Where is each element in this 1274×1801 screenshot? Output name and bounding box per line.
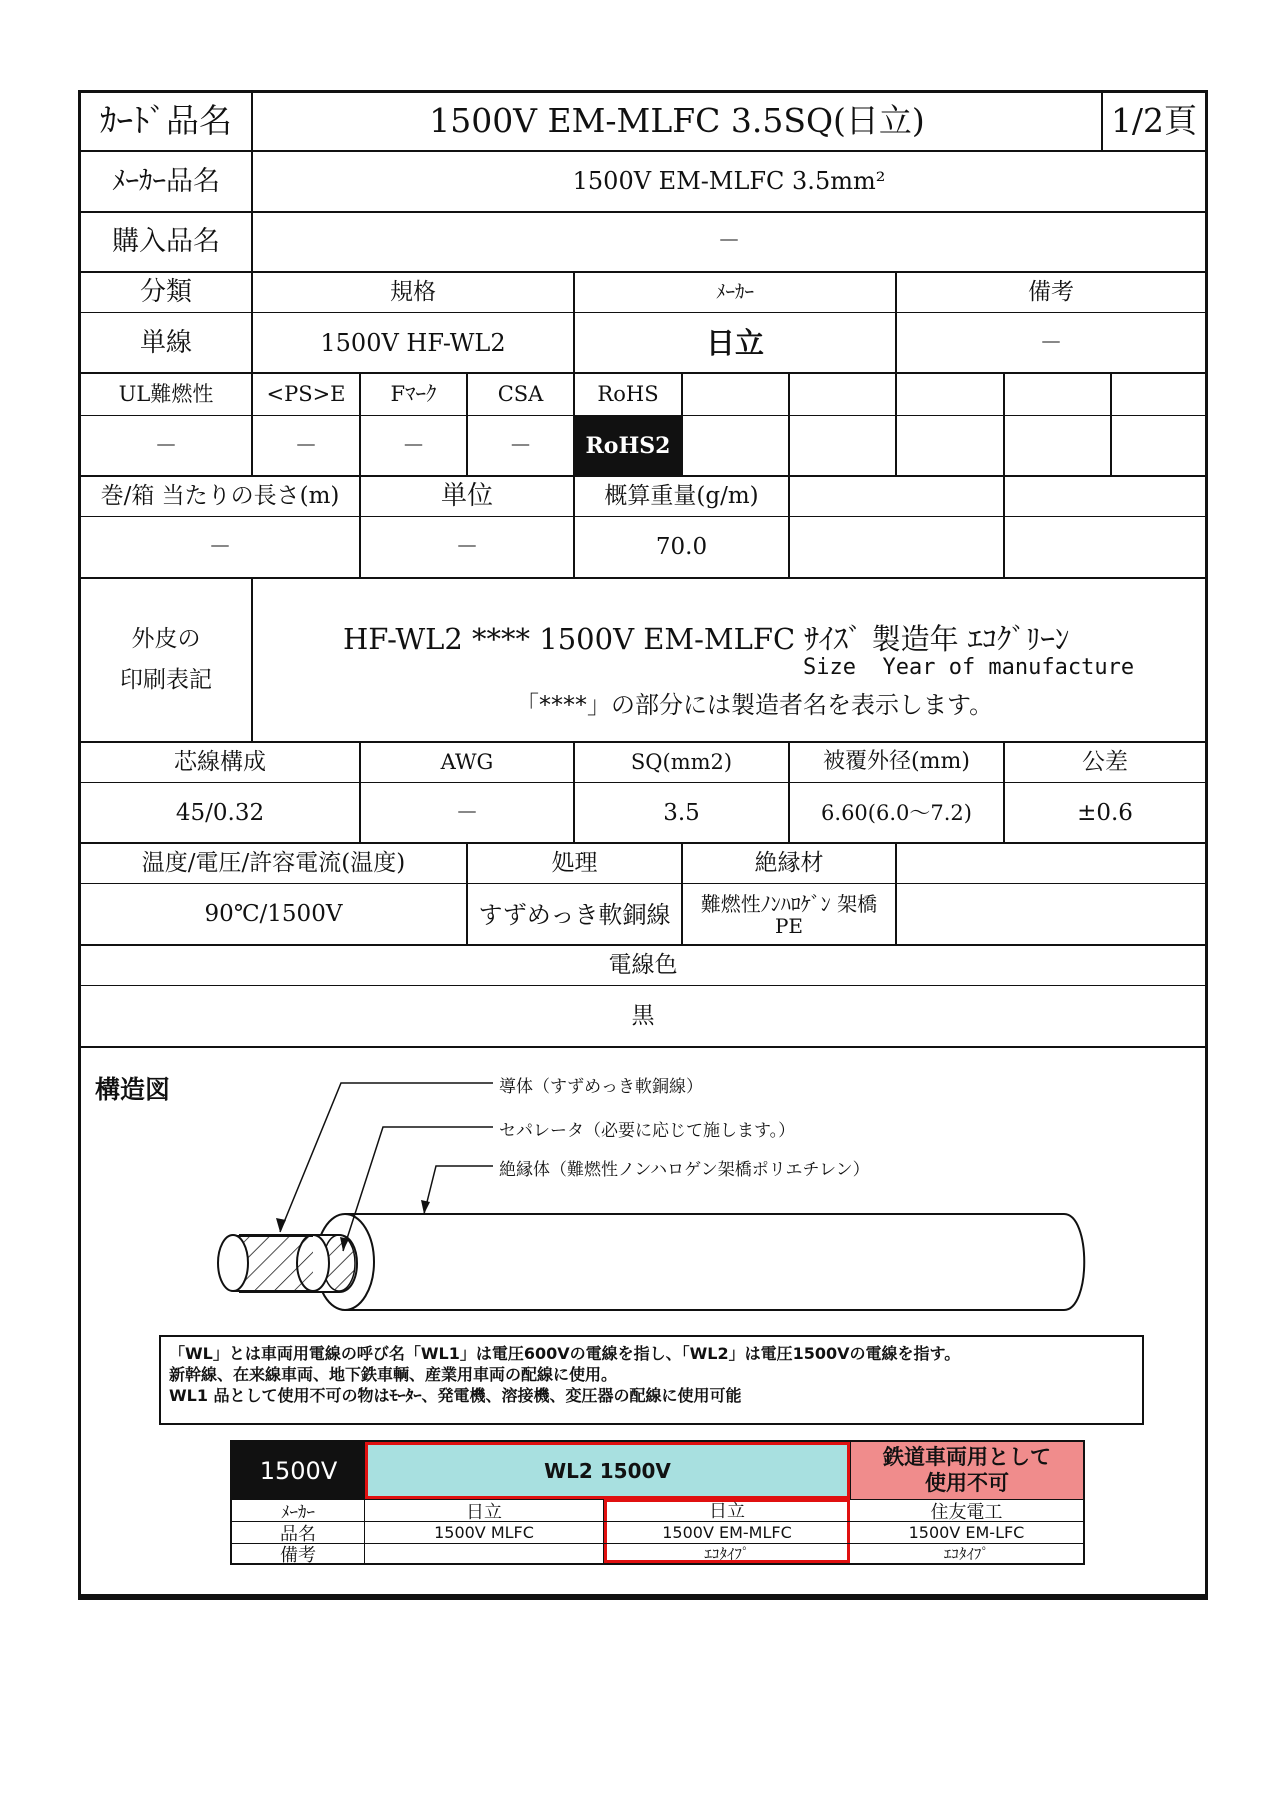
pack-value-3: [790, 517, 1005, 579]
structure-title: 構造図: [95, 1075, 171, 1104]
cert-header-4: RoHS: [575, 374, 683, 415]
classification-header: [81, 273, 1205, 313]
pack-header-1: 単位: [361, 477, 575, 516]
wl-note-box: [159, 1335, 1144, 1425]
cmp-col3-maker: 住友電工: [850, 1499, 1083, 1521]
purchase-name-value: －: [717, 228, 741, 255]
rating-header-3: [897, 844, 1205, 883]
pack-value-2: 70.0: [575, 517, 790, 579]
cmp-col2-maker: 日立: [709, 1501, 745, 1522]
class-header-3: 備考: [1028, 278, 1074, 305]
cert-value-5: [683, 416, 790, 477]
cond-header-4: 公差: [1082, 748, 1128, 775]
rating-value-0: 90℃/1500V: [81, 884, 468, 946]
cert-header-7: [897, 374, 1005, 415]
rating-value-2: 難燃性ﾉﾝﾊﾛｹﾞﾝ 架橋PE: [683, 884, 897, 946]
class-value-1: 1500V HF-WL2: [253, 313, 575, 374]
rating-value-1: すずめっき軟銅線: [468, 884, 683, 946]
cert-header-3: CSA: [468, 374, 575, 415]
label-conductor: 導体（すずめっき軟銅線）: [499, 1077, 703, 1097]
cert-value-0: －: [81, 416, 253, 477]
cmp-row-label-note: 備考: [232, 1543, 365, 1563]
cond-value-2: 3.5: [575, 783, 790, 844]
pack-value-4: [1005, 517, 1205, 579]
cert-value-1: －: [253, 416, 361, 477]
cert-value-6: [790, 416, 897, 477]
cmp-col3-note: ｴｺﾀｲﾌﾟ: [850, 1543, 1083, 1563]
wire-color-header-wrap: [81, 946, 1205, 986]
printing-row: [81, 579, 1205, 743]
pack-value-1: －: [361, 517, 575, 579]
maker-name-row: [81, 152, 1205, 213]
rohs-badge: RoHS2: [575, 416, 683, 477]
cond-value-4: ±0.6: [1077, 799, 1133, 826]
cert-values: [81, 416, 1205, 477]
card-name-label: ｶｰﾄﾞ品名: [81, 93, 253, 150]
note-line-2: 新幹線、在来線車両、地下鉄車輌、産業用車両の配線に使用。: [169, 1365, 618, 1384]
packaging-row: [81, 477, 1205, 579]
label-separator: セパレータ（必要に応じて施します。）: [499, 1121, 796, 1141]
sheet-bottom-rule: [78, 1597, 1208, 1600]
certifications-row: [81, 374, 1205, 477]
rating-header-1: 処理: [468, 844, 683, 883]
cert-header-0: UL難燃性: [81, 374, 253, 415]
cmp-col2-name: 1500V EM-MLFC: [604, 1521, 850, 1543]
cond-value-3: 6.60(6.0～7.2): [790, 783, 1005, 844]
cond-value-1: －: [361, 783, 575, 844]
print-line-3: 「****」の部分には製造者名を表示します。: [515, 691, 994, 719]
cond-value-0: 45/0.32: [81, 783, 361, 844]
cmp-voltage: 1500V: [232, 1442, 365, 1499]
card-name-value: 1500V EM-MLFC 3.5SQ(日立): [253, 93, 1103, 150]
maker-name-label: ﾒｰｶｰ品名: [81, 152, 253, 211]
ratings-header: [81, 844, 1205, 884]
packaging-header: [81, 477, 1205, 517]
printing-content: [253, 579, 1205, 741]
printing-label-line2: 印刷表記: [120, 667, 212, 693]
cert-header-8: [1005, 374, 1112, 415]
structure-section: [81, 1048, 1205, 1594]
packaging-values: [81, 517, 1205, 579]
classification-values: [81, 313, 1205, 374]
pack-header-0: 巻/箱 当たりの長さ(m): [81, 477, 361, 516]
wire-color-header: 電線色: [608, 951, 678, 978]
maker-name-value: 1500V EM-MLFC 3.5mm²: [572, 167, 886, 196]
class-value-2: 日立: [575, 313, 897, 374]
note-line-1: 「WL」とは車両用電線の呼び名「WL1」は電圧600Vの電線を指し、「WL2」は電圧1500Vの電線を指す。: [169, 1344, 961, 1363]
pack-header-3: [790, 477, 1005, 516]
cert-value-3: －: [468, 416, 575, 477]
pack-header-4: [1005, 477, 1205, 516]
conductor-header: [81, 743, 1205, 783]
purchase-name-label: 購入品名: [81, 213, 253, 271]
rating-header-2: 絶縁材: [683, 844, 897, 883]
cert-header-5: [683, 374, 790, 415]
class-header-2: ﾒｰｶｰ: [575, 273, 897, 312]
cmp-col1-note: [365, 1543, 604, 1563]
cmp-grade: WL2 1500V: [365, 1442, 850, 1499]
cmp-row-label-maker: ﾒｰｶｰ: [232, 1499, 365, 1521]
cmp-warning: 鉄道車両用として使用不可: [850, 1442, 1083, 1499]
cond-header-0: 芯線構成: [81, 743, 361, 782]
ratings-values: [81, 884, 1205, 946]
cond-header-2: SQ(mm2): [575, 743, 790, 782]
cert-value-7: [897, 416, 1005, 477]
ratings-row: [81, 844, 1205, 946]
class-value-0: 単線: [81, 313, 253, 374]
cert-value-9: [1112, 416, 1205, 477]
comparison-table: [230, 1440, 1085, 1565]
spec-sheet: [78, 90, 1208, 1597]
cmp-col1-name: 1500V MLFC: [365, 1521, 604, 1543]
wire-color-value: 黒: [631, 1003, 655, 1030]
cert-header-9: [1112, 374, 1205, 415]
class-value-3: －: [1039, 329, 1063, 356]
purchase-name-row: [81, 213, 1205, 273]
cert-header-6: [790, 374, 897, 415]
cmp-col2-note: ｴｺﾀｲﾌﾟ: [604, 1543, 850, 1563]
class-header-1: 規格: [253, 273, 575, 312]
pack-header-2: 概算重量(g/m): [575, 477, 790, 516]
cert-value-2: －: [361, 416, 468, 477]
cert-header-2: Fﾏｰｸ: [361, 374, 468, 415]
printing-label: [81, 579, 253, 741]
card-name-row: [81, 93, 1205, 152]
note-line-3: WL1 品として使用不可の物はﾓｰﾀｰ、発電機、溶接機、変圧器の配線に使用可能: [169, 1386, 742, 1405]
insulation-jacket: [345, 1214, 1084, 1310]
cert-header-1: <PS>E: [253, 374, 361, 415]
printing-label-line1: 外皮の: [131, 625, 201, 652]
conductor-row: [81, 743, 1205, 844]
cert-header: [81, 374, 1205, 416]
classification-row: [81, 273, 1205, 374]
pack-value-0: －: [81, 517, 361, 579]
cmp-col1-maker: 日立: [365, 1499, 604, 1521]
conductor-values: [81, 783, 1205, 844]
cmp-row-label-name: 品名: [232, 1521, 365, 1543]
page-number: 1/2頁: [1110, 101, 1198, 141]
print-line-2: Size Year of manufacture: [803, 655, 1135, 680]
print-line-1: HF-WL2 **** 1500V EM-MLFC ｻｲｽﾞ 製造年 ｴｺｸﾞﾘｰﾝ: [343, 622, 1070, 656]
cond-header-1: AWG: [361, 743, 575, 782]
conductor-end: [218, 1235, 248, 1291]
rating-header-0: 温度/電圧/許容電流(温度): [81, 844, 468, 883]
wire-color-value-wrap: [81, 986, 1205, 1048]
cond-header-3: 被覆外径(mm): [790, 743, 1005, 782]
rating-value-3: [897, 884, 1205, 946]
cmp-col3-name: 1500V EM-LFC: [850, 1521, 1083, 1543]
class-header-0: 分類: [81, 273, 253, 312]
cert-value-8: [1005, 416, 1112, 477]
wire-color-row: [81, 946, 1205, 1048]
label-insulation: 絶縁体（難燃性ノンハロゲン架橋ポリエチレン）: [499, 1160, 870, 1180]
